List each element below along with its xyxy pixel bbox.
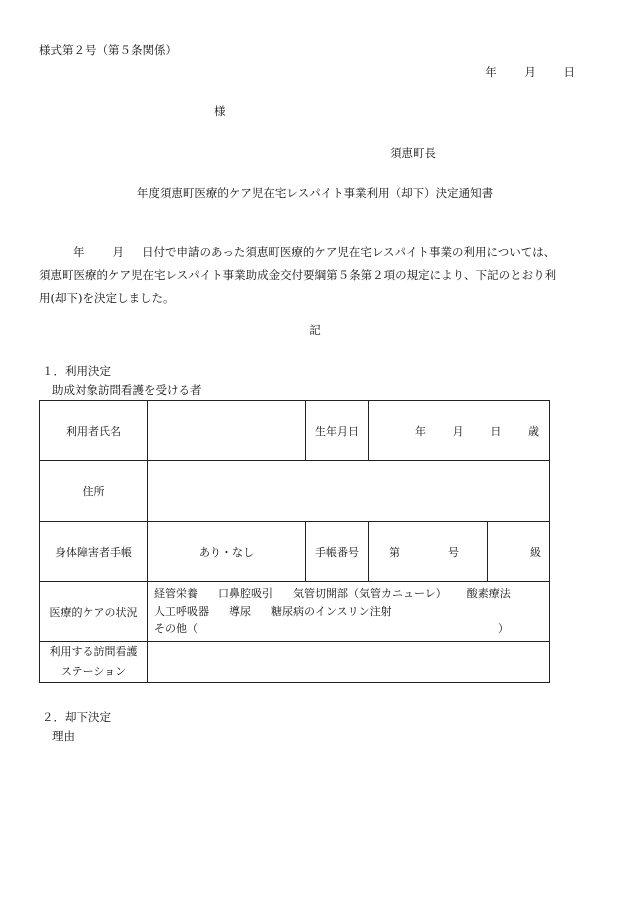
recipient-table bbox=[39, 400, 550, 683]
care-item-insulin[interactable]: 糖尿病のインスリン注射 bbox=[271, 604, 392, 618]
station-label-line-1: 利用する訪問看護 bbox=[49, 645, 138, 658]
table-row-station bbox=[40, 642, 550, 683]
handbook-no-prefix: 第 bbox=[389, 545, 400, 559]
care-row-2 bbox=[154, 603, 543, 621]
ki-heading: 記 bbox=[309, 323, 321, 337]
body-line-1 bbox=[39, 241, 579, 264]
handbook-no-label: 手帳番号 bbox=[306, 522, 369, 582]
disability-value[interactable]: あり・なし bbox=[148, 522, 306, 582]
issue-date-month: 月 bbox=[524, 65, 536, 79]
table-row-address bbox=[40, 461, 550, 522]
table-row-care bbox=[40, 582, 550, 642]
issue-date-year: 年 bbox=[485, 65, 497, 79]
care-item-ventilator[interactable]: 人工呼吸器 bbox=[154, 604, 209, 618]
birth-field[interactable] bbox=[369, 401, 550, 461]
body-paragraph bbox=[39, 241, 579, 310]
section1-subheading: 助成対象訪問看護を受ける者 bbox=[52, 383, 202, 397]
care-row-other[interactable] bbox=[154, 620, 509, 638]
care-other-open: その他（ bbox=[154, 622, 198, 636]
care-row-1 bbox=[154, 585, 543, 603]
birth-month: 月 bbox=[452, 424, 464, 438]
care-item-suction[interactable]: 口鼻腔吸引 bbox=[218, 587, 273, 601]
care-item-tracheostomy[interactable]: 気管切開部（気管カニューレ） bbox=[293, 587, 447, 601]
station-label-line-2: ステーション bbox=[60, 665, 127, 678]
name-label: 利用者氏名 bbox=[40, 401, 148, 461]
document-title: 年度須恵町医療的ケア児在宅レスパイト事業利用（却下）決定通知書 bbox=[136, 186, 494, 200]
handbook-no-field[interactable] bbox=[369, 522, 488, 582]
care-item-oxygen[interactable]: 酸素療法 bbox=[466, 587, 511, 601]
addressee-suffix: 様 bbox=[214, 104, 226, 118]
care-other-close: ） bbox=[498, 622, 509, 636]
issuer-name: 須恵町長 bbox=[390, 146, 436, 160]
address-field[interactable] bbox=[148, 461, 550, 522]
care-item-catheter[interactable]: 導尿 bbox=[229, 604, 251, 618]
body-line-3: 用(却下)を決定しました。 bbox=[39, 291, 175, 305]
table-row-disability bbox=[40, 522, 550, 582]
body-year: 年 bbox=[73, 245, 85, 259]
name-field[interactable] bbox=[148, 401, 306, 461]
care-label: 医療的ケアの状況 bbox=[40, 582, 148, 642]
birth-year: 年 bbox=[415, 424, 426, 438]
form-number: 様式第２号（第５条関係） bbox=[39, 43, 177, 57]
grade-field[interactable]: 級 bbox=[488, 522, 550, 582]
handbook-no-suffix: 号 bbox=[448, 545, 459, 559]
body-rest: 日付で申請のあった須恵町医療的ケア児在宅レスパイト事業の利用については、 bbox=[142, 245, 556, 259]
issue-date bbox=[461, 64, 575, 80]
care-options[interactable] bbox=[148, 582, 550, 642]
care-item-tube-feeding[interactable]: 経管栄養 bbox=[154, 587, 198, 601]
address-label: 住所 bbox=[40, 461, 148, 522]
body-month: 月 bbox=[112, 245, 124, 259]
disability-label: 身体障害者手帳 bbox=[40, 522, 148, 582]
birth-day: 日 bbox=[490, 424, 502, 438]
section1-heading: １．利用決定 bbox=[42, 364, 111, 378]
station-field[interactable] bbox=[148, 642, 550, 683]
birth-label: 生年月日 bbox=[306, 401, 369, 461]
body-line-2: 須恵町医療的ケア児在宅レスパイト事業助成金交付要綱第５条第２項の規定により、下記のとおり利 bbox=[39, 268, 557, 282]
section2-subheading: 理由 bbox=[52, 729, 75, 743]
issue-date-day: 日 bbox=[563, 65, 575, 79]
table-row-name bbox=[40, 401, 550, 461]
birth-age: 歳 bbox=[527, 424, 539, 438]
station-label bbox=[40, 642, 148, 683]
section2-heading: ２．却下決定 bbox=[42, 710, 111, 724]
